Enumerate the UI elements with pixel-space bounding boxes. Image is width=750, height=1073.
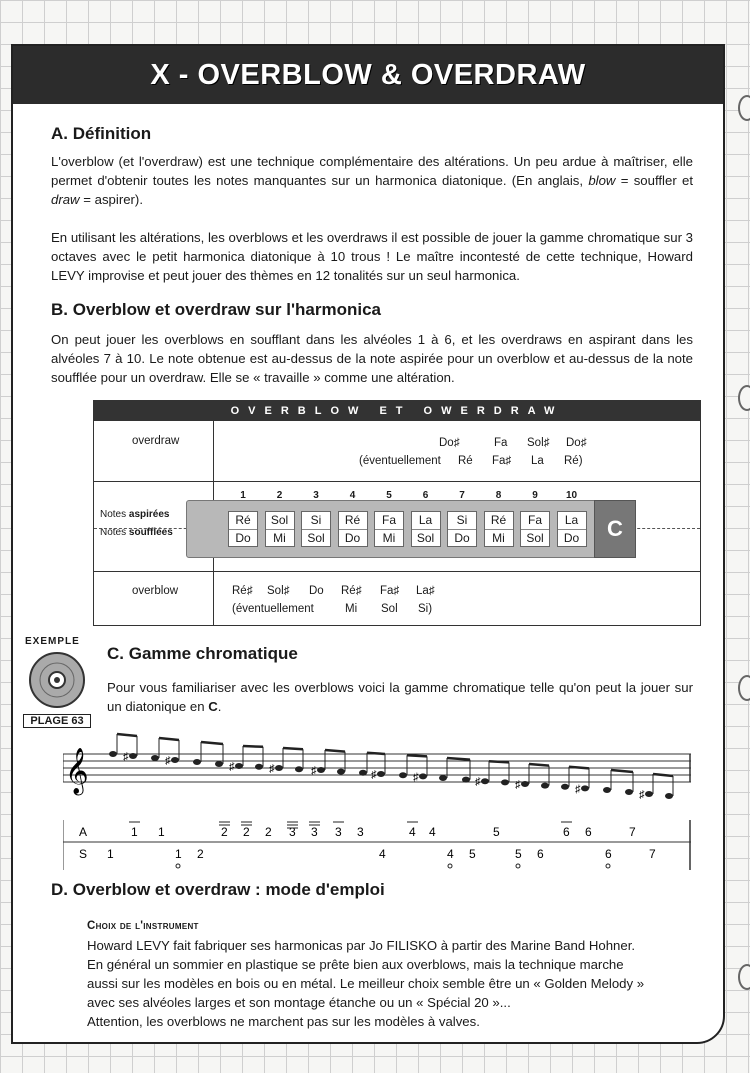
hole-number: 5 — [386, 490, 392, 501]
chromatic-scale-staff — [63, 722, 693, 870]
sharp-sign: ♯ — [123, 751, 129, 763]
note-head — [481, 778, 489, 784]
tab-a-value: 5 — [493, 825, 500, 839]
draw-note: La — [418, 513, 433, 527]
section-b-heading: B. Overblow et overdraw sur l'harmonica — [51, 300, 381, 319]
note-head — [359, 770, 367, 776]
hole-number: 2 — [276, 490, 283, 501]
tab-a-value: 1 — [158, 825, 165, 839]
tab-s-value: 5 — [469, 847, 476, 861]
tab-a-value: 2 — [265, 825, 272, 839]
harmonica-hole — [557, 511, 587, 547]
note-head — [625, 789, 633, 795]
tab-s-value: 5 — [515, 847, 522, 861]
sharp-sign: ♯ — [311, 765, 317, 777]
sharp-sign: ♯ — [165, 755, 171, 767]
tab-a-value: 7 — [629, 825, 636, 839]
note-head — [235, 763, 243, 769]
tab-a-value: 3 — [289, 825, 296, 839]
note-head — [129, 753, 137, 759]
hole-number: 1 — [240, 490, 246, 501]
blow-note: Do — [229, 529, 257, 547]
hole-number: 8 — [495, 490, 502, 501]
note-head — [337, 769, 345, 775]
section-d-text — [87, 936, 693, 1031]
blow-note: Do — [339, 529, 367, 547]
blow-note: Do — [558, 529, 586, 547]
tab-s-value: 1 — [107, 847, 114, 861]
exemple-badge — [19, 636, 99, 736]
draw-note: Fa — [527, 513, 542, 527]
section-b-paragraph: On peut jouer les overblows en soufflant dans les alvéoles 1 à 6, et les overdraws en aspirant dans les alvéoles 7 à 10. Le note obtenue est au-dessus de la note aspirée pour un overblow et au-dessus de la note soufflée pour un overdraw. Elle se « travaille » comme une altération. — [51, 332, 693, 385]
note-head — [561, 784, 569, 790]
overblow-circle-icon — [448, 864, 452, 868]
note-head — [645, 791, 653, 797]
note-beam — [447, 758, 470, 760]
label-notes-soufflees: Notes soufflées — [100, 527, 173, 538]
sharp-sign: ♯ — [269, 763, 275, 775]
overdraw-note: Fa — [494, 437, 508, 449]
overblow-circle-icon — [516, 864, 520, 868]
tab-a-value: 2 — [243, 825, 250, 839]
overblow-note: Ré♯ — [341, 585, 362, 597]
tab-a-value: 4 — [409, 825, 416, 839]
section-d-line: Attention, les overblows ne marchent pas sur les modèles à valves. — [87, 1014, 480, 1029]
section-d-line: avec ses alvéoles larges et son montage étanche ou un « Spécial 20 »... — [87, 995, 511, 1010]
section-d-line: En général un sommier en plastique se prête bien aux overblows, mais la technique marche — [87, 957, 624, 972]
note-head — [462, 777, 470, 783]
blow-note: Mi — [375, 529, 403, 547]
overblow-note: Fa♯ — [380, 585, 400, 597]
hole-number: 4 — [349, 490, 356, 501]
overblow-alt-note: Sol — [381, 603, 398, 615]
overdraw-eventuel: (éventuellement — [359, 455, 441, 467]
chapter-title: X - OVERBLOW & OVERDRAW — [150, 58, 586, 91]
harmonica-hole — [520, 511, 550, 547]
tab-a-value: 2 — [221, 825, 228, 839]
table-row-divider — [94, 481, 700, 482]
draw-note: Fa — [381, 513, 396, 527]
harmonica-hole — [301, 511, 331, 547]
note-beam — [283, 748, 303, 749]
section-d-subheading: Choix de l'instrument — [87, 920, 199, 932]
note-head — [581, 785, 589, 791]
note-beam — [325, 750, 345, 752]
overdraw-label: overdraw — [132, 435, 180, 447]
overblow-note: La♯ — [416, 585, 435, 597]
draw-note: Ré — [490, 513, 507, 527]
note-head — [171, 757, 179, 763]
harmonica-hole — [228, 511, 258, 547]
section-a-paragraph-1: L'overblow (et l'overdraw) est une technique complémentaire des altérations. Un peu ardue à maîtriser, elle permet d'obtenir toutes les notes manquantes sur un harmonica diatonique. (En anglais, blow = souffler et draw = aspirer). — [51, 154, 693, 207]
tab-a-value: 1 — [131, 825, 138, 839]
section-d-line: Howard LEVY fait fabriquer ses harmonicas par Jo FILISKO à partir des Marine Band Hohner. — [87, 938, 636, 953]
overblow-alt-note: Si) — [418, 603, 433, 615]
sharp-sign: ♯ — [639, 789, 645, 801]
draw-note: Ré — [235, 513, 251, 527]
page — [11, 44, 725, 1044]
overdraw-alt-note: Ré — [458, 455, 473, 467]
binder-ring — [738, 95, 750, 121]
overdraw-note: Do♯ — [439, 437, 460, 449]
note-beam — [569, 767, 589, 769]
overblow-circle-icon — [176, 864, 180, 868]
tab-s-label: S — [79, 847, 88, 861]
sharp-sign: ♯ — [413, 771, 419, 784]
draw-note: Ré — [344, 513, 361, 527]
section-d-line: aussi sur les modèles en bois ou en métal. Le meilleur choix semble être un « Golden Melody » — [87, 976, 645, 991]
binder-ring — [738, 675, 750, 701]
section-c-heading: C. Gamme chromatique — [107, 644, 298, 663]
sharp-sign: ♯ — [371, 769, 377, 781]
tab-a-value: 3 — [311, 825, 318, 839]
hole-number: 6 — [422, 490, 429, 501]
sharp-sign: ♯ — [575, 783, 581, 796]
binder-ring — [738, 964, 750, 990]
hole-number: 7 — [459, 490, 465, 501]
tab-a-value: 6 — [563, 825, 570, 839]
draw-note: Sol — [270, 513, 289, 527]
hole-number: 3 — [313, 490, 319, 501]
note-beam — [201, 742, 223, 744]
note-head — [419, 773, 427, 779]
harmonica-hole — [265, 511, 295, 547]
harmonica-hole — [411, 511, 441, 547]
note-beam — [611, 770, 633, 772]
overdraw-note: Sol♯ — [527, 437, 550, 449]
note-beam — [117, 734, 137, 736]
note-beam — [489, 761, 509, 762]
tab-a-value: 3 — [335, 825, 342, 839]
tab-a-value: 6 — [585, 825, 592, 839]
tab-s-value: 6 — [605, 847, 612, 861]
sharp-sign: ♯ — [515, 779, 521, 791]
note-head — [501, 779, 509, 785]
sharp-sign: ♯ — [229, 761, 235, 773]
note-head — [275, 765, 283, 771]
blow-note: Sol — [521, 529, 549, 547]
note-head — [439, 775, 447, 781]
overblow-eventuel: (éventuellement — [232, 603, 314, 615]
blow-note: Sol — [412, 529, 440, 547]
note-head — [377, 771, 385, 777]
note-beam — [529, 764, 549, 766]
note-head — [193, 759, 201, 765]
note-head — [521, 781, 529, 787]
tab-a-label: A — [79, 825, 88, 839]
blow-note: Sol — [302, 529, 330, 547]
note-head — [665, 793, 673, 799]
note-head — [317, 767, 325, 773]
table-row-divider — [94, 571, 700, 572]
section-a-paragraph-2: En utilisant les altérations, les overblows et les overdraws il est possible de jouer la gamme chromatique sur 3 octaves avec le petit harmonica diatonique à 10 trous ! Le maître incontesté de cette technique, Howard LEVY improvise et peut jouer des thèmes en 12 tonalités sur un seul harmonica. — [51, 230, 693, 283]
overdraw-alt-note: Ré) — [564, 455, 583, 467]
overblow-note: Do — [309, 585, 324, 597]
overblow-note: Ré♯ — [232, 585, 253, 597]
note-head — [295, 766, 303, 772]
note-beam — [653, 774, 673, 776]
overblow-table — [93, 400, 701, 626]
overdraw-alt-note: Fa♯ — [492, 455, 512, 467]
note-head — [215, 761, 223, 767]
tab-s-value: 4 — [379, 847, 386, 861]
overblow-alt-note: Mi — [345, 603, 358, 615]
harmonica-key: C — [594, 500, 636, 558]
harmonica-hole — [447, 511, 477, 547]
note-head — [109, 751, 117, 757]
tab-a-value: 3 — [357, 825, 364, 839]
harmonica-hole — [484, 511, 514, 547]
note-head — [151, 755, 159, 761]
binder-ring — [738, 385, 750, 411]
overblow-note: Sol♯ — [267, 585, 290, 597]
harmonica-hole — [338, 511, 368, 547]
blow-note: Mi — [485, 529, 513, 547]
tab-s-value: 6 — [537, 847, 544, 861]
tab-s-value: 4 — [447, 847, 454, 861]
overblow-circle-icon — [606, 864, 610, 868]
plage-label: PLAGE 63 — [23, 714, 91, 728]
hole-number: 9 — [532, 490, 538, 501]
tab-s-value: 7 — [649, 847, 656, 861]
note-head — [603, 787, 611, 793]
draw-note: Si — [456, 513, 468, 527]
table-header: OVERBLOW ET OWERDRAW — [94, 401, 700, 421]
treble-clef-icon: 𝄞 — [65, 748, 89, 794]
exemple-text: EXEMPLE — [25, 636, 80, 647]
section-a-heading: A. Définition — [51, 124, 152, 143]
note-beam — [407, 755, 427, 756]
note-head — [255, 764, 263, 770]
tab-s-value: 2 — [197, 847, 204, 861]
label-notes-aspirees: Notes aspirées — [100, 509, 170, 520]
draw-note: Si — [310, 513, 322, 527]
hole-number: 10 — [565, 490, 578, 501]
blow-note: Mi — [266, 529, 294, 547]
cd-icon — [27, 650, 87, 710]
note-beam — [243, 746, 263, 747]
tab-a-value: 4 — [429, 825, 436, 839]
blow-note: Do — [448, 529, 476, 547]
overdraw-alt-note: La — [531, 455, 544, 467]
chapter-title-bar — [13, 46, 723, 104]
note-head — [541, 783, 549, 789]
section-d-heading: D. Overblow et overdraw : mode d'emploi — [51, 880, 385, 899]
draw-note: La — [564, 513, 579, 527]
overblow-label: overblow — [132, 585, 179, 597]
section-c-paragraph: Pour vous familiariser avec les overblows voici la gamme chromatique telle qu'on peut la jouer sur un diatonique en C. — [107, 680, 693, 714]
note-beam — [159, 738, 179, 740]
note-beam — [367, 753, 385, 754]
harmonica-hole — [374, 511, 404, 547]
overdraw-note: Do♯ — [566, 437, 587, 449]
sharp-sign: ♯ — [475, 776, 481, 789]
tab-s-value: 1 — [175, 847, 182, 861]
note-head — [399, 772, 407, 778]
